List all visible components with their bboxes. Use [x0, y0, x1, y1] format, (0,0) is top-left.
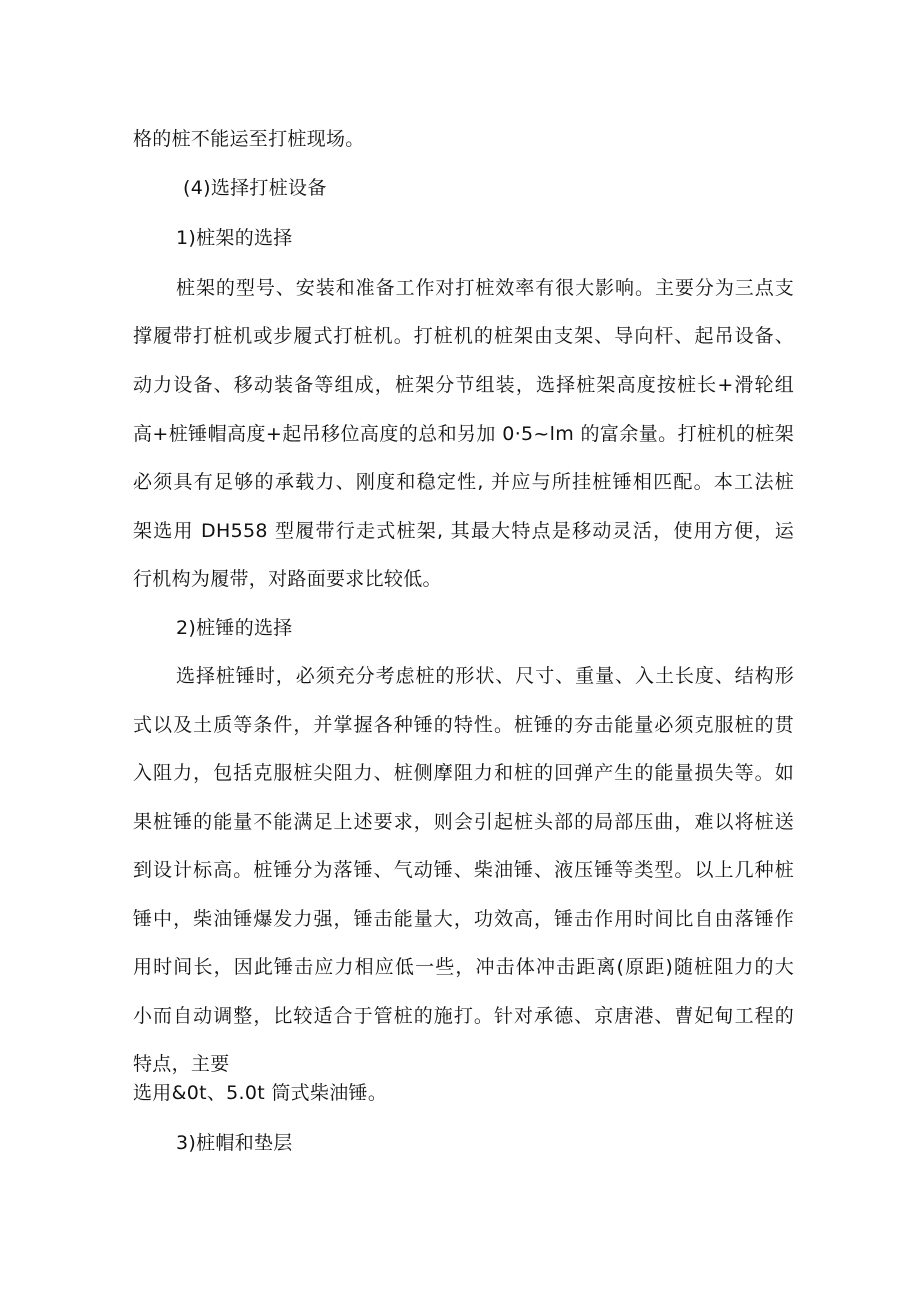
subsection-heading-pile-frame: 1)桩架的选择	[176, 227, 293, 249]
paragraph-line-last: 选用&0t、5.0t 筒式柴油锤。	[133, 1082, 388, 1104]
text-line-continuation: 格的桩不能运至打桩现场。	[133, 128, 365, 150]
paragraph-line: 高+桩锤帽高度+起吊移位高度的总和另加 0·5~lm 的富余量。打桩机的桩架	[133, 423, 794, 445]
paragraph-line: 入阻力，包括克服桩尖阻力、桩侧摩阻力和桩的回弹产生的能量损失等。如	[133, 762, 794, 784]
paragraph-line: 锤中，柴油锤爆发力强，锤击能量大，功效高，锤击作用时间比自由落锤作	[133, 908, 794, 930]
paragraph-line: 桩架的型号、安装和准备工作对打桩效率有很大影响。主要分为三点支	[176, 277, 794, 299]
paragraph-line: 动力设备、移动装备等组成，桩架分节组装，选择桩架高度按桩长+滑轮组	[133, 374, 794, 396]
subsection-heading-pile-cap-cushion: 3)桩帽和垫层	[176, 1132, 293, 1154]
section-heading-select-pile-equipment: (4)选择打桩设备	[183, 177, 327, 199]
paragraph-line: 必须具有足够的承载力、刚度和稳定性, 并应与所挂桩锤相匹配。本工法桩	[133, 471, 794, 493]
paragraph-line: 果桩锤的能量不能满足上述要求，则会引起桩头部的局部压曲，难以将桩送	[133, 811, 794, 833]
subsection-heading-pile-hammer: 2)桩锤的选择	[176, 617, 293, 639]
paragraph-line: 式以及土质等条件，并掌握各种锤的特性。桩锤的夯击能量必须克服桩的贯	[133, 714, 794, 736]
paragraph-line: 选择桩锤时，必须充分考虑桩的形状、尺寸、重量、入土长度、结构形	[176, 665, 794, 687]
paragraph-line: 到设计标高。桩锤分为落锤、气动锤、柴油锤、液压锤等类型。以上几种桩	[133, 859, 794, 881]
paragraph-line-last: 行机构为履带，对路面要求比较低。	[133, 568, 442, 590]
paragraph-line: 架选用 DH558 型履带行走式桩架, 其最大特点是移动灵活，使用方便，运	[133, 520, 794, 542]
paragraph-line: 撑履带打桩机或步履式打桩机。打桩机的桩架由支架、导向杆、起吊设备、	[133, 325, 794, 347]
paragraph-line: 小而自动调整，比较适合于管桩的施打。针对承德、京唐港、曹妃甸工程的	[133, 1005, 794, 1027]
paragraph-line: 特点，主要	[133, 1053, 230, 1075]
paragraph-line: 用时间长，因此锤击应力相应低一些，冲击体冲击距离(原距)随桩阻力的大	[133, 956, 794, 978]
